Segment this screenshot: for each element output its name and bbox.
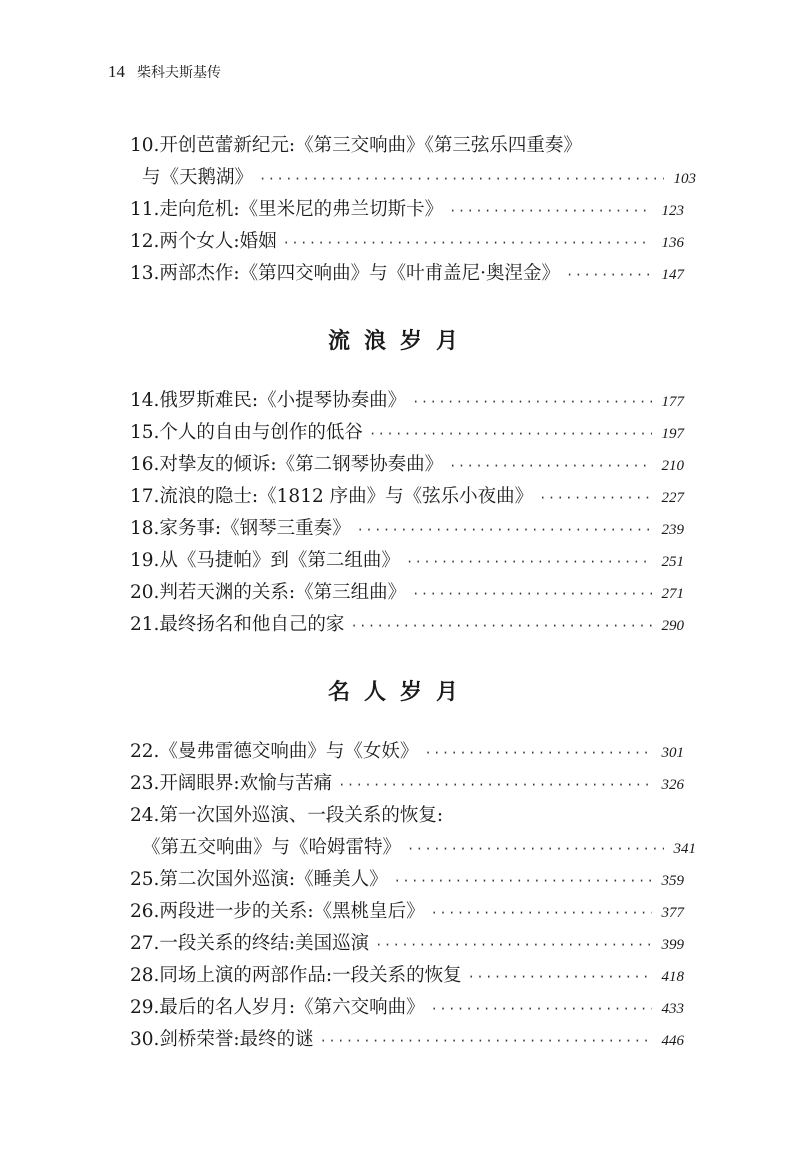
toc-entry-11[interactable] <box>130 195 684 225</box>
entry-title: 判若天渊的关系:《第三组曲》 <box>159 582 407 603</box>
entry-number: 24. <box>130 805 160 826</box>
entry-number: 26. <box>130 901 160 922</box>
entry-number: 17. <box>130 486 160 507</box>
leader-dots <box>424 746 652 760</box>
entry-title: 走向危机:《里米尼的弗兰切斯卡》 <box>159 199 444 220</box>
entry-page: 359 <box>661 873 684 889</box>
leader-dots <box>468 970 652 984</box>
toc-entry-10-cont[interactable] <box>130 163 696 193</box>
entry-page: 433 <box>661 1001 684 1017</box>
leader-dots <box>431 906 652 920</box>
toc-entry-23[interactable] <box>130 769 684 799</box>
entry-title: 最终扬名和他自己的家 <box>159 614 345 635</box>
entry-number: 14. <box>130 390 160 411</box>
entry-title: 最后的名人岁月:《第六交响曲》 <box>159 997 425 1018</box>
toc-entry-29[interactable] <box>130 993 684 1023</box>
toc-entry-22[interactable] <box>130 737 684 767</box>
leader-dots <box>350 619 652 633</box>
toc-entry-15[interactable] <box>130 418 684 448</box>
entry-title: 家务事:《钢琴三重奏》 <box>159 518 351 539</box>
entry-title: 《第五交响曲》与《哈姆雷特》 <box>142 837 402 858</box>
entry-page: 271 <box>661 586 684 602</box>
entry-page: 377 <box>661 905 684 921</box>
toc-entry-19[interactable] <box>130 546 684 576</box>
toc-entry-26[interactable] <box>130 897 684 927</box>
entry-page: 210 <box>661 458 684 474</box>
entry-number: 30. <box>130 1029 160 1050</box>
leader-dots <box>406 555 652 569</box>
toc-entry-12[interactable] <box>130 227 684 257</box>
toc-entry-17[interactable] <box>130 482 684 512</box>
entry-page: 418 <box>661 969 684 985</box>
entry-page: 147 <box>661 267 684 283</box>
toc-entry-24-cont[interactable] <box>130 833 696 863</box>
entry-number: 19. <box>130 550 160 571</box>
entry-page: 251 <box>661 554 684 570</box>
entry-page: 290 <box>661 618 684 634</box>
entry-number: 21. <box>130 614 160 635</box>
entry-title: 个人的自由与创作的低谷 <box>159 422 363 443</box>
leader-dots <box>320 1034 652 1048</box>
page-number: 14 <box>108 62 125 81</box>
toc-entry-27[interactable] <box>130 929 684 959</box>
entry-title: 两部杰作:《第四交响曲》与《叶甫盖尼·奥涅金》 <box>159 263 561 284</box>
running-header <box>108 62 221 82</box>
toc-entry-16[interactable] <box>130 450 684 480</box>
section-heading-celebrity-years: 名人岁月 <box>327 679 472 705</box>
entry-page: 446 <box>661 1033 684 1049</box>
entry-page: 197 <box>661 426 684 442</box>
leader-dots <box>283 236 652 250</box>
toc-entry-25[interactable] <box>130 865 684 895</box>
toc-entry-30[interactable] <box>130 1025 684 1055</box>
leader-dots <box>369 427 652 441</box>
leader-dots <box>431 1002 652 1016</box>
leader-dots <box>566 268 652 282</box>
entry-title: 第二次国外巡演:《睡美人》 <box>159 869 388 890</box>
entry-page: 301 <box>661 745 684 761</box>
toc-entry-28[interactable] <box>130 961 684 991</box>
book-title: 柴科夫斯基传 <box>137 65 221 81</box>
entry-number: 29. <box>130 997 160 1018</box>
entry-page: 103 <box>673 171 696 187</box>
section-heading-wandering-years: 流浪岁月 <box>327 328 472 354</box>
leader-dots <box>449 204 652 218</box>
toc-entry-10[interactable] <box>130 131 684 161</box>
entry-page: 177 <box>661 394 684 410</box>
entry-number: 25. <box>130 869 160 890</box>
entry-number: 12. <box>130 231 160 252</box>
toc-entry-18[interactable] <box>130 514 684 544</box>
entry-title: 第一次国外巡演、一段关系的恢复: <box>159 805 444 826</box>
entry-page: 326 <box>661 777 684 793</box>
toc-entry-13[interactable] <box>130 259 684 289</box>
toc-entry-20[interactable] <box>130 578 684 608</box>
entry-title: 《曼弗雷德交响曲》与《女妖》 <box>159 741 419 762</box>
entry-page: 227 <box>661 490 684 506</box>
entry-number: 13. <box>130 263 160 284</box>
entry-title: 俄罗斯难民:《小提琴协奏曲》 <box>159 390 407 411</box>
leader-dots <box>412 587 652 601</box>
entry-title: 开创芭蕾新纪元:《第三交响曲》《第三弦乐四重奏》 <box>159 135 582 156</box>
entry-title: 同场上演的两部作品:一段关系的恢复 <box>159 965 462 986</box>
entry-title: 对挚友的倾诉:《第二钢琴协奏曲》 <box>159 454 444 475</box>
entry-title: 开阔眼界:欢愉与苦痛 <box>159 773 333 794</box>
entry-title: 从《马捷帕》到《第二组曲》 <box>159 550 400 571</box>
entry-title: 两段进一步的关系:《黑桃皇后》 <box>159 901 425 922</box>
toc-entry-24[interactable] <box>130 801 684 831</box>
entry-number: 20. <box>130 582 160 603</box>
entry-title: 两个女人:婚姻 <box>159 231 277 252</box>
toc-entry-14[interactable] <box>130 386 684 416</box>
toc-entry-21[interactable] <box>130 610 684 640</box>
leader-dots <box>407 842 664 856</box>
leader-dots <box>375 938 652 952</box>
entry-page: 399 <box>661 937 684 953</box>
entry-title: 流浪的隐士:《1812 序曲》与《弦乐小夜曲》 <box>159 486 534 507</box>
entry-number: 23. <box>130 773 160 794</box>
entry-page: 123 <box>661 203 684 219</box>
leader-dots <box>338 778 652 792</box>
leader-dots <box>259 172 664 186</box>
entry-number: 11. <box>130 199 160 220</box>
entry-title: 与《天鹅湖》 <box>142 167 254 188</box>
leader-dots <box>394 874 652 888</box>
entry-number: 18. <box>130 518 160 539</box>
entry-number: 16. <box>130 454 160 475</box>
entry-number: 15. <box>130 422 160 443</box>
entry-title: 一段关系的终结:美国巡演 <box>159 933 370 954</box>
entry-title: 剑桥荣誉:最终的谜 <box>159 1029 314 1050</box>
entry-number: 27. <box>130 933 160 954</box>
entry-page: 341 <box>673 841 696 857</box>
leader-dots <box>357 523 652 537</box>
leader-dots <box>539 491 652 505</box>
entry-page: 239 <box>661 522 684 538</box>
leader-dots <box>412 395 652 409</box>
entry-number: 28. <box>130 965 160 986</box>
entry-page: 136 <box>661 235 684 251</box>
leader-dots <box>449 459 652 473</box>
entry-number: 22. <box>130 741 160 762</box>
entry-number: 10. <box>130 135 160 156</box>
